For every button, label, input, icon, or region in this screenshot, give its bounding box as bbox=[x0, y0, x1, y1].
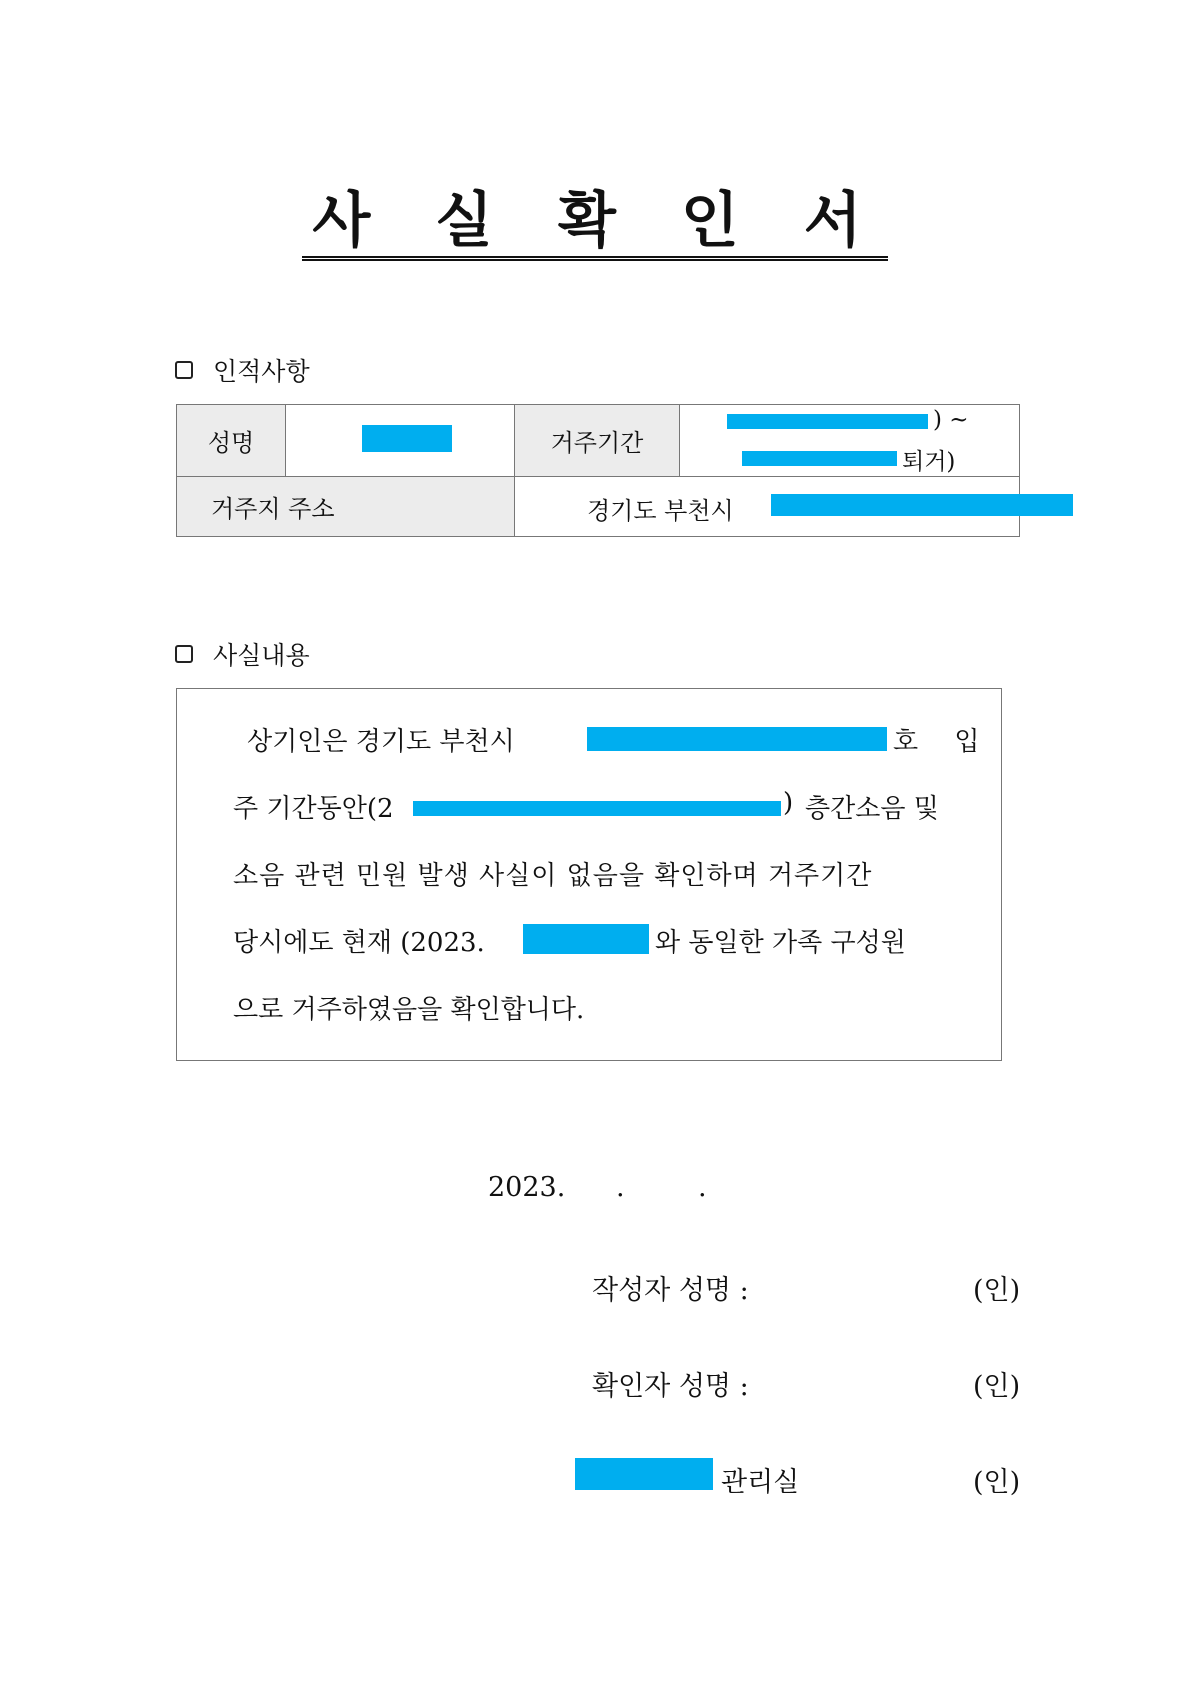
name-label: 성명 bbox=[207, 429, 255, 457]
period-value-cell bbox=[680, 405, 1020, 477]
fact-line-1b: 호 입 bbox=[893, 727, 994, 757]
date-dot-2: . bbox=[698, 1172, 707, 1203]
redacted-address bbox=[771, 494, 1073, 516]
writer-seal: (인) bbox=[973, 1275, 1021, 1306]
fact-line-3: 소음 관련 민원 발생 사실이 없음을 확인하며 거주기간 bbox=[233, 861, 873, 891]
name-label-cell bbox=[177, 405, 286, 477]
document-title: 사 실 확 인 서 bbox=[302, 188, 887, 261]
redacted-name bbox=[362, 425, 452, 452]
address-label: 거주지 주소 bbox=[211, 495, 335, 523]
fact-line-2a: 주 기간동안(2 bbox=[233, 794, 394, 824]
redacted-current-date bbox=[523, 924, 649, 954]
checker-name-label: 확인자 성명 : bbox=[592, 1371, 749, 1402]
personal-info-table bbox=[176, 404, 1020, 537]
fact-line-2c: 층간소음 및 bbox=[805, 794, 939, 824]
section-personal-info-label: 인적사항 bbox=[213, 357, 310, 386]
section-facts-label: 사실내용 bbox=[213, 641, 310, 670]
section-personal-info bbox=[175, 352, 310, 388]
period-line2-suffix: 퇴거) bbox=[902, 449, 956, 475]
office-label: 관리실 bbox=[721, 1467, 800, 1498]
writer-name-label: 작성자 성명 : bbox=[592, 1275, 749, 1306]
fact-line-2b: ) bbox=[783, 788, 794, 818]
date-year: 2023. bbox=[488, 1172, 566, 1203]
redacted-period-start bbox=[727, 414, 928, 429]
fact-line-4b: 와 동일한 가족 구성원 bbox=[655, 928, 906, 958]
date-dot-1: . bbox=[616, 1172, 625, 1203]
address-value: 경기도 부천시 bbox=[587, 497, 734, 525]
address-label-cell bbox=[177, 477, 515, 537]
section-facts bbox=[175, 636, 310, 672]
office-seal: (인) bbox=[973, 1467, 1021, 1498]
address-value-cell bbox=[515, 477, 1020, 537]
name-value-cell bbox=[286, 405, 515, 477]
document-title-wrap bbox=[0, 188, 1190, 261]
redacted-address-unit bbox=[587, 727, 887, 751]
checkbox-icon bbox=[175, 645, 193, 663]
redacted-period-end bbox=[742, 451, 897, 466]
period-label: 거주기간 bbox=[550, 429, 644, 457]
fact-line-1a: 상기인은 경기도 부천시 bbox=[247, 727, 515, 757]
fact-content-box bbox=[176, 688, 1002, 1061]
checker-seal: (인) bbox=[973, 1371, 1021, 1402]
fact-line-4a: 당시에도 현재 (2023. bbox=[233, 928, 485, 958]
redacted-complex-name bbox=[575, 1458, 713, 1490]
checkbox-icon bbox=[175, 361, 193, 379]
period-line1-suffix: ) ~ bbox=[933, 407, 969, 433]
fact-line-5: 으로 거주하였음을 확인합니다. bbox=[233, 995, 585, 1025]
redacted-residence-period bbox=[413, 801, 781, 816]
period-label-cell bbox=[515, 405, 680, 477]
